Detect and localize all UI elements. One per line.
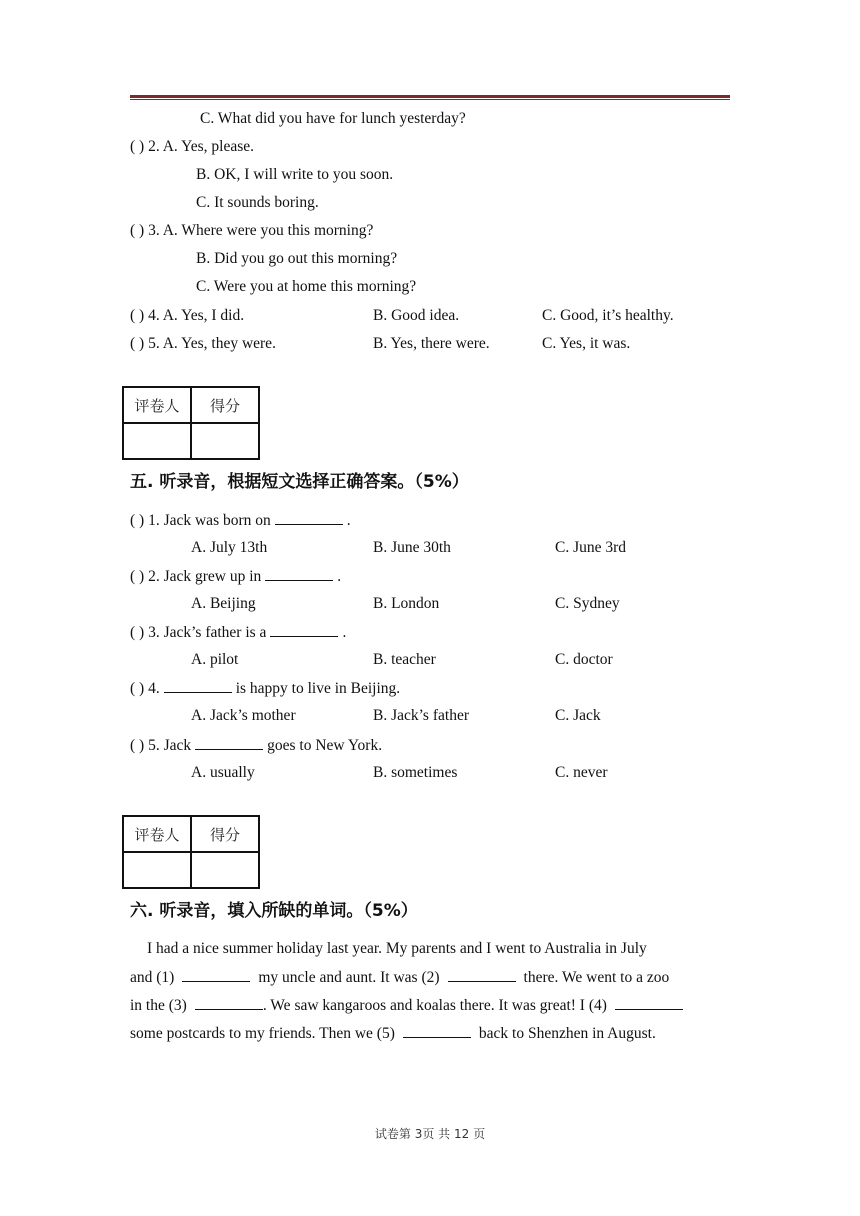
s4-q2-line: ( ) 2. A. Yes, please. [130,138,254,155]
answer-blank-3[interactable] [195,995,263,1010]
s5-q4-option-c: C. Jack [555,707,601,724]
answer-blank-5[interactable] [403,1023,471,1038]
s5-q1-option-b: B. June 30th [373,539,451,556]
s4-q3-option-b: B. Did you go out this morning? [196,250,398,267]
s6-text: my uncle and aunt. It was (2) [258,969,440,986]
s5-q4-option-a: A. Jack’s mother [191,707,296,724]
answer-blank[interactable] [265,566,333,581]
s6-text: in the (3) [130,997,187,1014]
s5-q4-stem [130,678,400,699]
s5-q5-pre: ( ) 5. Jack [130,737,192,754]
s4-q1-option-c: C. What did you have for lunch yesterday? [200,110,466,127]
s5-q5-option-c: C. never [555,764,608,781]
grader-cell[interactable] [123,852,191,888]
s5-q3-option-a: A. pilot [191,651,239,668]
section6-heading: 六. 听录音，填入所缺的单词。（5%） [130,901,418,921]
s6-text: there. We went to a zoo [523,969,670,986]
s4-q4-option-b: B. Good idea. [373,307,460,324]
score-label: 得分 [191,387,259,423]
s4-q3-option-c: C. Were you at home this morning? [196,278,417,295]
s4-q5-line: ( ) 5. A. Yes, they were. [130,335,276,352]
answer-blank[interactable] [164,678,232,693]
s5-q5-option-b: B. sometimes [373,764,458,781]
s5-q1-option-a: A. July 13th [191,539,268,556]
s4-q2-option-b: B. OK, I will write to you soon. [196,166,394,183]
s4-q2-option-c: C. It sounds boring. [196,194,319,211]
score-cell[interactable] [191,852,259,888]
s5-q3-stem [130,622,346,643]
s5-q4-pre: ( ) 4. [130,680,160,697]
s4-q5-option-c: C. Yes, it was. [542,335,631,352]
s6-passage-line1: I had a nice summer holiday last year. My parents and I went to Australia in July [147,940,647,957]
s5-q1-stem [130,510,351,531]
score-box-section5 [122,386,260,460]
s5-q3-post: . [342,624,347,641]
s5-q3-option-c: C. doctor [555,651,613,668]
page-footer: 试卷第 3页 共 12 页 [374,1127,486,1141]
s5-q3-pre: ( ) 3. Jack’s father is a [130,624,267,641]
score-label: 得分 [191,816,259,852]
score-cell[interactable] [191,423,259,459]
answer-blank-2[interactable] [448,967,516,982]
s5-q2-option-c: C. Sydney [555,595,620,612]
s5-q2-pre: ( ) 2. Jack grew up in [130,568,262,585]
header-rule-thick [130,95,730,98]
s4-q3-line: ( ) 3. A. Where were you this morning? [130,222,374,239]
s6-text: . We saw kangaroos and koalas there. It was great! I (4) [262,997,607,1014]
answer-blank-4[interactable] [615,995,683,1010]
s4-q5-option-b: B. Yes, there were. [373,335,490,352]
s5-q5-stem [130,735,382,756]
s5-q5-option-a: A. usually [191,764,255,781]
answer-blank[interactable] [275,510,343,525]
s5-q2-option-b: B. London [373,595,440,612]
s5-q1-post: . [346,512,351,529]
grader-label: 评卷人 [123,816,191,852]
s4-q4-option-c: C. Good, it’s healthy. [542,307,674,324]
s6-text: and (1) [130,969,175,986]
s6-passage-line2 [130,967,669,988]
s4-q4-line: ( ) 4. A. Yes, I did. [130,307,245,324]
s5-q2-option-a: A. Beijing [191,595,256,612]
s5-q1-pre: ( ) 1. Jack was born on [130,512,271,529]
s5-q2-post: . [337,568,342,585]
s6-passage-line3 [130,995,683,1016]
grader-label: 评卷人 [123,387,191,423]
s5-q3-option-b: B. teacher [373,651,436,668]
answer-blank[interactable] [195,735,263,750]
grader-cell[interactable] [123,423,191,459]
answer-blank[interactable] [270,622,338,637]
section5-heading: 五. 听录音，根据短文选择正确答案。（5%） [130,472,469,492]
s6-passage-line4 [130,1023,656,1044]
score-box-section6 [122,815,260,889]
s5-q4-option-b: B. Jack’s father [373,707,469,724]
s5-q5-post: goes to New York. [267,737,383,754]
s6-text: back to Shenzhen in August. [478,1025,656,1042]
s5-q1-option-c: C. June 3rd [555,539,627,556]
s5-q4-post: is happy to live in Beijing. [235,680,401,697]
header-rule-thin [130,99,730,100]
s5-q2-stem [130,566,341,587]
answer-blank-1[interactable] [182,967,250,982]
s6-text: some postcards to my friends. Then we (5) [130,1025,395,1042]
